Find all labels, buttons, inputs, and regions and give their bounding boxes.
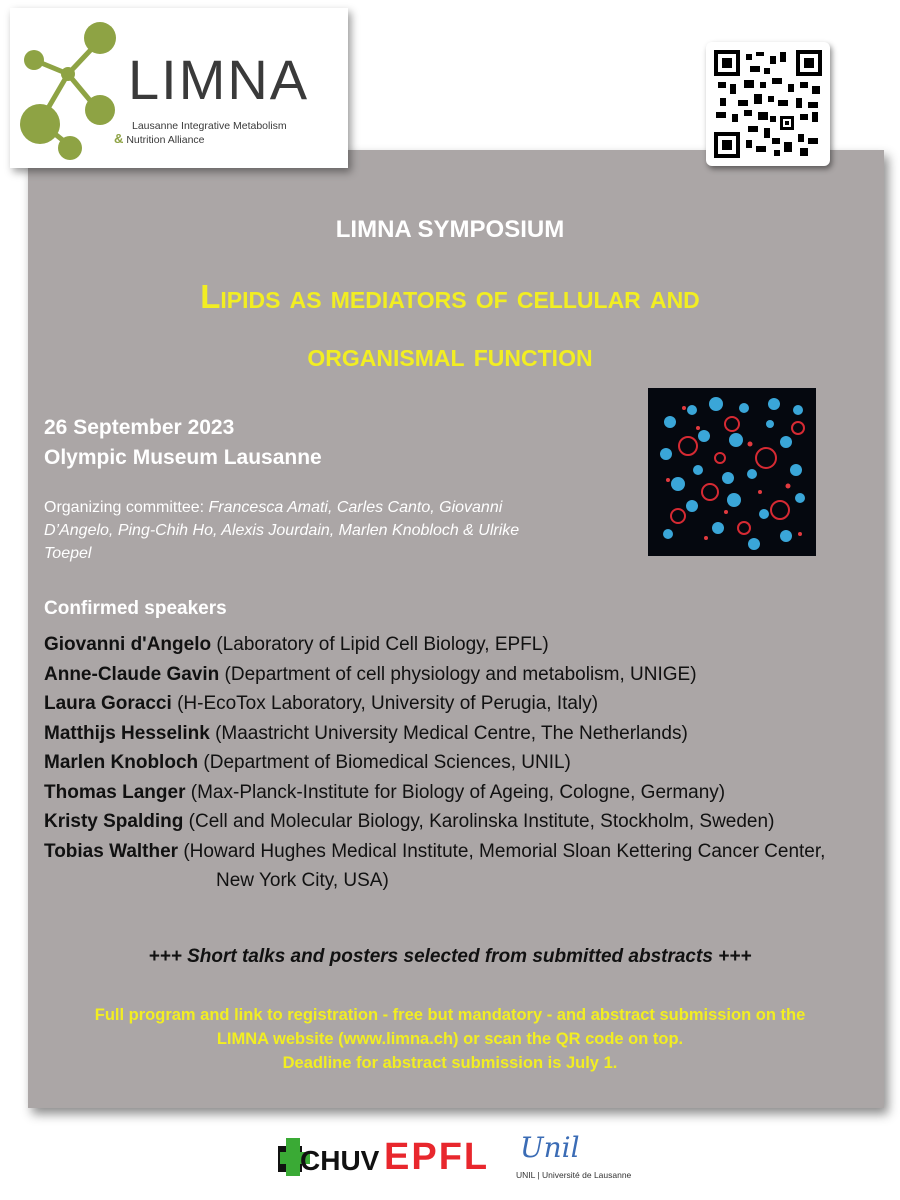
event-venue: Olympic Museum Lausanne [44,446,322,469]
event-title-line2: organismal function [307,336,593,373]
molecule-icon [12,14,124,164]
event-title-line1: Lipids as mediators of cellular and [200,278,700,315]
logo-subtitle-line2 [114,131,205,146]
registration-line1: Full program and link to registration - free but mandatory - and abstract submission on the [94,1006,806,1024]
speaker-name: Anne-Claude Gavin [44,663,220,685]
speaker-item [44,689,864,719]
speaker-item [44,807,864,837]
speaker-affiliation: (Laboratory of Lipid Cell Biology, EPFL) [216,634,549,655]
speaker-name: Thomas Langer [44,781,186,803]
chuv-logo [276,1138,380,1180]
epfl-logo: EPFL [384,1136,490,1178]
speaker-name: Giovanni d'Angelo [44,634,212,655]
unil-caption: UNIL | Université de Lausanne [516,1170,632,1180]
registration-info [40,1003,860,1075]
microscopy-image [648,388,816,556]
chuv-logo-text: CHUV [300,1145,380,1176]
qr-code[interactable] [706,42,830,166]
chuv-logo-mark [276,1138,380,1176]
speaker-affiliation: (H-EcoTox Laboratory, University of Perugia, Italy) [177,693,599,714]
committee-label: Organizing committee: [44,499,205,516]
qr-code-icon [714,50,822,158]
speaker-affiliation: (Maastricht University Medical Centre, The Netherlands) [215,722,688,744]
short-talks-note: +++ Short talks and posters selected from submitted abstracts +++ [148,946,752,967]
registration-deadline: Deadline for abstract submission is July 1. [282,1054,618,1072]
registration-line2: LIMNA website (www.limna.ch) or scan the QR code on top. [216,1030,684,1048]
speaker-name: Laura Goracci [44,693,172,714]
speaker-list [44,630,864,896]
limna-logo [10,8,348,168]
speaker-affiliation: (Department of Biomedical Sciences, UNIL) [203,752,571,773]
speaker-item [44,660,864,690]
logo-subtitle-line2-text: Nutrition Alliance [126,134,205,146]
speaker-name: Matthijs Hesselink [44,722,210,744]
speaker-item [44,748,864,778]
committee-members: Francesca Amati, Carles Canto, Giovanni D’Angelo, Ping-Chih Ho, Alexis Jourdain, Marlen Knobloch & Ulrike Toepel [44,499,520,562]
unil-logo [510,1131,640,1184]
speaker-item [44,837,864,896]
speaker-affiliation: (Howard Hughes Medical Institute, Memorial Sloan Kettering Cancer Center, New York City, USA) [183,840,826,891]
speaker-item [44,630,864,660]
speaker-item [44,778,864,808]
logo-subtitle-line1: Lausanne Integrative Metabolism [132,120,287,132]
speaker-item [44,719,864,749]
speakers-heading: Confirmed speakers [44,598,227,619]
event-label: LIMNA SYMPOSIUM [335,216,565,243]
organizing-committee [44,496,564,565]
speaker-name: Kristy Spalding [44,811,184,832]
speaker-name: Tobias Walther [44,840,179,862]
logo-wordmark: LIMNA [128,48,310,111]
event-date: 26 September 2023 [44,416,235,439]
speaker-affiliation: (Max-Planck-Institute for Biology of Ageing, Cologne, Germany) [190,781,726,803]
speaker-name: Marlen Knobloch [44,752,199,773]
speaker-affiliation: (Cell and Molecular Biology, Karolinska Institute, Stockholm, Sweden) [188,811,775,832]
cells-illustration [648,388,816,556]
speaker-affiliation: (Department of cell physiology and metabolism, UNIGE) [224,663,697,685]
unil-script: Unil [520,1131,580,1164]
logo-ampersand: & [114,131,124,146]
event-title [60,268,840,384]
